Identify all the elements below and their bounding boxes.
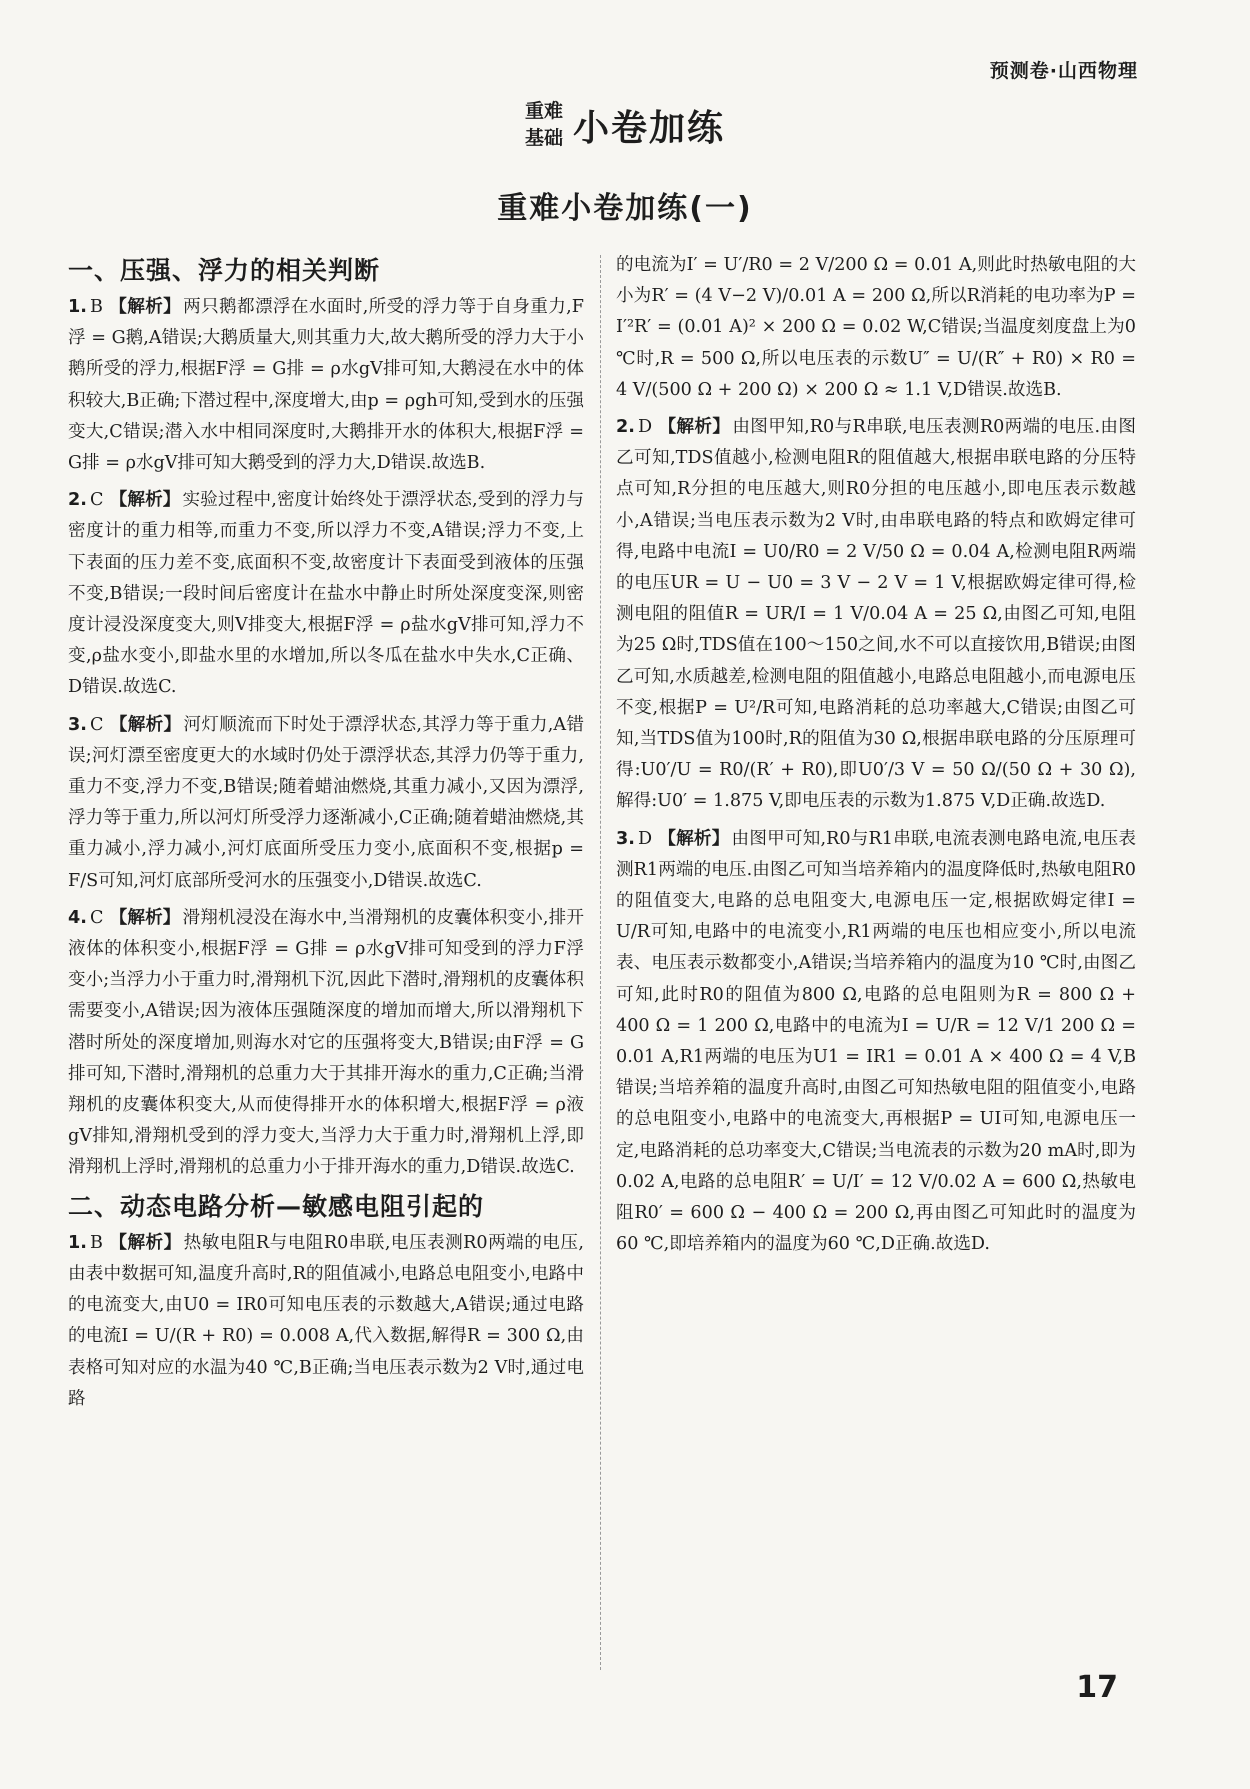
page-title: 重难小卷加练(一): [497, 191, 753, 226]
banner-small: [525, 98, 563, 152]
question-number: 1.: [68, 297, 87, 317]
question-answer: D: [638, 828, 653, 849]
question-answer: C: [90, 490, 104, 511]
section-heading-1: 一、压强、浮力的相关判断: [68, 256, 381, 285]
question-analysis: 由图甲知,R0与R串联,电压表测R0两端的电压.由图乙可知,TDS值越小,检测电阻R的阻值越大,根据串联电路的分压特点可知,R分担的电压越大,则R0分担的电压越小,即电压表示数越小,A错误;当电压表示数为2 V时,由串联电路的特点和欧姆定律可得,电路中电流I = U0/R0 = 2 V/50 Ω = 0.04 A,检测电阻R两端的电压UR = U − U0 = 3 V − 2 V = 1 V,根据欧姆定律可得,检测电阻的阻值R = UR/I = 1 V/0.04 A = 25 Ω,由图乙可知,电阻为25 Ω时,TDS值在100～150之间,水不可以直接饮用,B错误;由图乙可知,水质越差,检测电阻的阻值越小,电路总电阻越小,而电源电压不变,根据P = U²/R可知,电路消耗的总功率越大,C错误;由图乙可知,当TDS值为100时,R的阻值为30 Ω,根据串联电路的分压原理可得:U0′/U = R0/(R′ + R0),即U0′/3 V = 50 Ω/(50 Ω + 30 Ω),解得:U0′ = 1.875 V,即电压表的示数为1.875 V,D正确.故选D.: [616, 417, 1136, 812]
question-analysis: 实验过程中,密度计始终处于漂浮状态,受到的浮力与密度计的重力相等,而重力不变,所以浮力不变,A错误;浮力不变,上下表面的压力差不变,底面积不变,故密度计下表面受到液体的压强不变,B错误;一段时间后密度计在盐水中静止时所处深度变深,则密度计浸没深度变大,则V排变大,根据F浮 = ρ盐水gV排可知,浮力不变,ρ盐水变小,即盐水里的水增加,所以冬瓜在盐水中失水,C正确、D错误.故选C.: [68, 490, 584, 698]
banner-big: 小卷加练: [573, 107, 726, 149]
question-answer: C: [90, 714, 104, 735]
question-item: [68, 292, 584, 479]
column-divider: [600, 255, 601, 1670]
question-number: 2.: [68, 490, 87, 511]
page-number: 17: [1076, 1670, 1118, 1705]
header-series: 预测卷·山西物理: [989, 60, 1138, 82]
left-column: [68, 250, 584, 1421]
question-analysis: 两只鹅都漂浮在水面时,所受的浮力等于自身重力,F浮 = G鹅,A错误;大鹅质量大,则其重力大,故大鹅所受的浮力大于小鹅所受的浮力,根据F浮 = G排 = ρ水gV排可知,大鹅浸在水中的体积较大,B正确;下潜过程中,深度增大,由p = ρgh可知,受到水的压强变大,C错误;潜入水中相同深度时,大鹅排开水的体积大,根据F浮 = G排 = ρ水gV排可知大鹅受到的浮力大,D错误.故选B.: [68, 297, 585, 474]
question-number: 1.: [68, 1232, 87, 1253]
section-heading-2: 二、动态电路分析—敏感电阻引起的: [68, 1191, 485, 1221]
question-answer: C: [90, 907, 104, 928]
analysis-tag: 【解析】: [109, 907, 181, 928]
question-number: 3.: [68, 714, 87, 735]
question-continuation: 的电流为I′ = U′/R0 = 2 V/200 Ω = 0.01 A,则此时热敏电阻的大小为R′ = (4 V−2 V)/0.01 A = 200 Ω,所以R消耗的电功率为P = I′²R′ = (0.01 A)² × 200 Ω = 0.02 W,C错误;当温度刻度盘上为0 ℃时,R = 500 Ω,所以电压表的示数U″ = U/(R″ + R0) × R0 = 4 V/(500 Ω + 200 Ω) × 200 Ω ≈ 1.1 V,D错误.故选B.: [616, 255, 1136, 400]
question-analysis: 热敏电阻R与电阻R0串联,电压表测R0两端的电压,由表中数据可知,温度升高时,R的阻值减小,电路总电阻变小,电路中的电流变大,由U0 = IR0可知电压表的示数越大,A错误;通过电路的电流I = U/(R + R0) = 0.008 A,代入数据,解得R = 300 Ω,由表格可知对应的水温为40 ℃,B正确;当电压表示数为2 V时,通过电路: [68, 1232, 584, 1409]
analysis-tag: 【解析】: [658, 417, 731, 438]
question-item: [68, 485, 584, 703]
banner: [0, 98, 1250, 152]
banner-small-top: 重难: [524, 100, 563, 122]
analysis-tag: 【解析】: [109, 490, 181, 511]
question-answer: B: [90, 1232, 103, 1253]
question-analysis: 滑翔机浸没在海水中,当滑翔机的皮囊体积变小,排开液体的体积变小,根据F浮 = G排 = ρ水gV排可知受到的浮力F浮变小;当浮力小于重力时,滑翔机下沉,因此下潜时,滑翔机的皮囊体积需要变小,A错误;因为液体压强随深度的增加而增大,所以滑翔机下潜时所处的深度增加,则海水对它的压强将变大,B错误;由F浮 = G排可知,下潜时,滑翔机的总重力大于其排开海水的重力,C正确;当滑翔机的皮囊体积变大,从而使得排开水的体积增大,根据F浮 = ρ液gV排知,滑翔机受到的浮力变大,当浮力大于重力时,滑翔机上浮,即滑翔机上浮时,滑翔机的总重力小于排开海水的重力,D错误.故选C.: [68, 907, 584, 1178]
question-item: [68, 710, 584, 897]
analysis-tag: 【解析】: [108, 297, 182, 317]
question-answer: D: [638, 417, 653, 438]
question-number: 2.: [616, 417, 635, 438]
right-column: [616, 250, 1136, 1267]
question-item: [616, 824, 1136, 1261]
question-item: [68, 1228, 584, 1415]
analysis-tag: 【解析】: [658, 828, 730, 849]
question-answer: B: [90, 297, 103, 317]
question-item: [616, 412, 1136, 818]
question-number: 4.: [68, 907, 87, 928]
question-number: 3.: [616, 828, 635, 849]
analysis-tag: 【解析】: [108, 1232, 182, 1253]
analysis-tag: 【解析】: [109, 714, 182, 735]
question-analysis: 河灯顺流而下时处于漂浮状态,其浮力等于重力,A错误;河灯漂至密度更大的水域时仍处于漂浮状态,其浮力仍等于重力,重力不变,浮力不变,B错误;随着蜡油燃烧,其重力减小,又因为漂浮,浮力等于重力,所以河灯所受浮力逐渐减小,C正确;随着蜡油燃烧,其重力减小,浮力减小,河灯底面所受压力变小,底面积不变,根据p = F/S可知,河灯底部所受河水的压强变小,D错误.故选C.: [68, 714, 584, 891]
banner-small-bottom: 基础: [524, 127, 563, 149]
question-analysis: 由图甲可知,R0与R1串联,电流表测电路电流,电压表测R1两端的电压.由图乙可知当培养箱内的温度降低时,热敏电阻R0的阻值变大,电路的总电阻变大,电源电压一定,根据欧姆定律I = U/R可知,电路中的电流变小,R1两端的电压也相应变小,所以电流表、电压表示数都变小,A错误;当培养箱内的温度为10 ℃时,由图乙可知,此时R0的阻值为800 Ω,电路的总电阻则为R = 800 Ω + 400 Ω = 1 200 Ω,电路中的电流为I = U/R = 12 V/1 200 Ω = 0.01 A,R1两端的电压为U1 = IR1 = 0.01 A × 400 Ω = 4 V,B错误;当培养箱的温度升高时,由图乙可知热敏电阻的阻值变小,电路的总电阻变小,电路中的电流变大,再根据P = UI可知,电源电压一定,电路消耗的总功率变大,C错误;当电流表的示数为20 mA时,即为0.02 A,电路的总电阻R′ = U/I′ = 12 V/0.02 A = 600 Ω,热敏电阻R0′ = 600 Ω − 400 Ω = 200 Ω,再由图乙可知此时的温度为60 ℃,即培养箱内的温度为60 ℃,D正确.故选D.: [616, 828, 1136, 1255]
question-item: [68, 903, 584, 1184]
